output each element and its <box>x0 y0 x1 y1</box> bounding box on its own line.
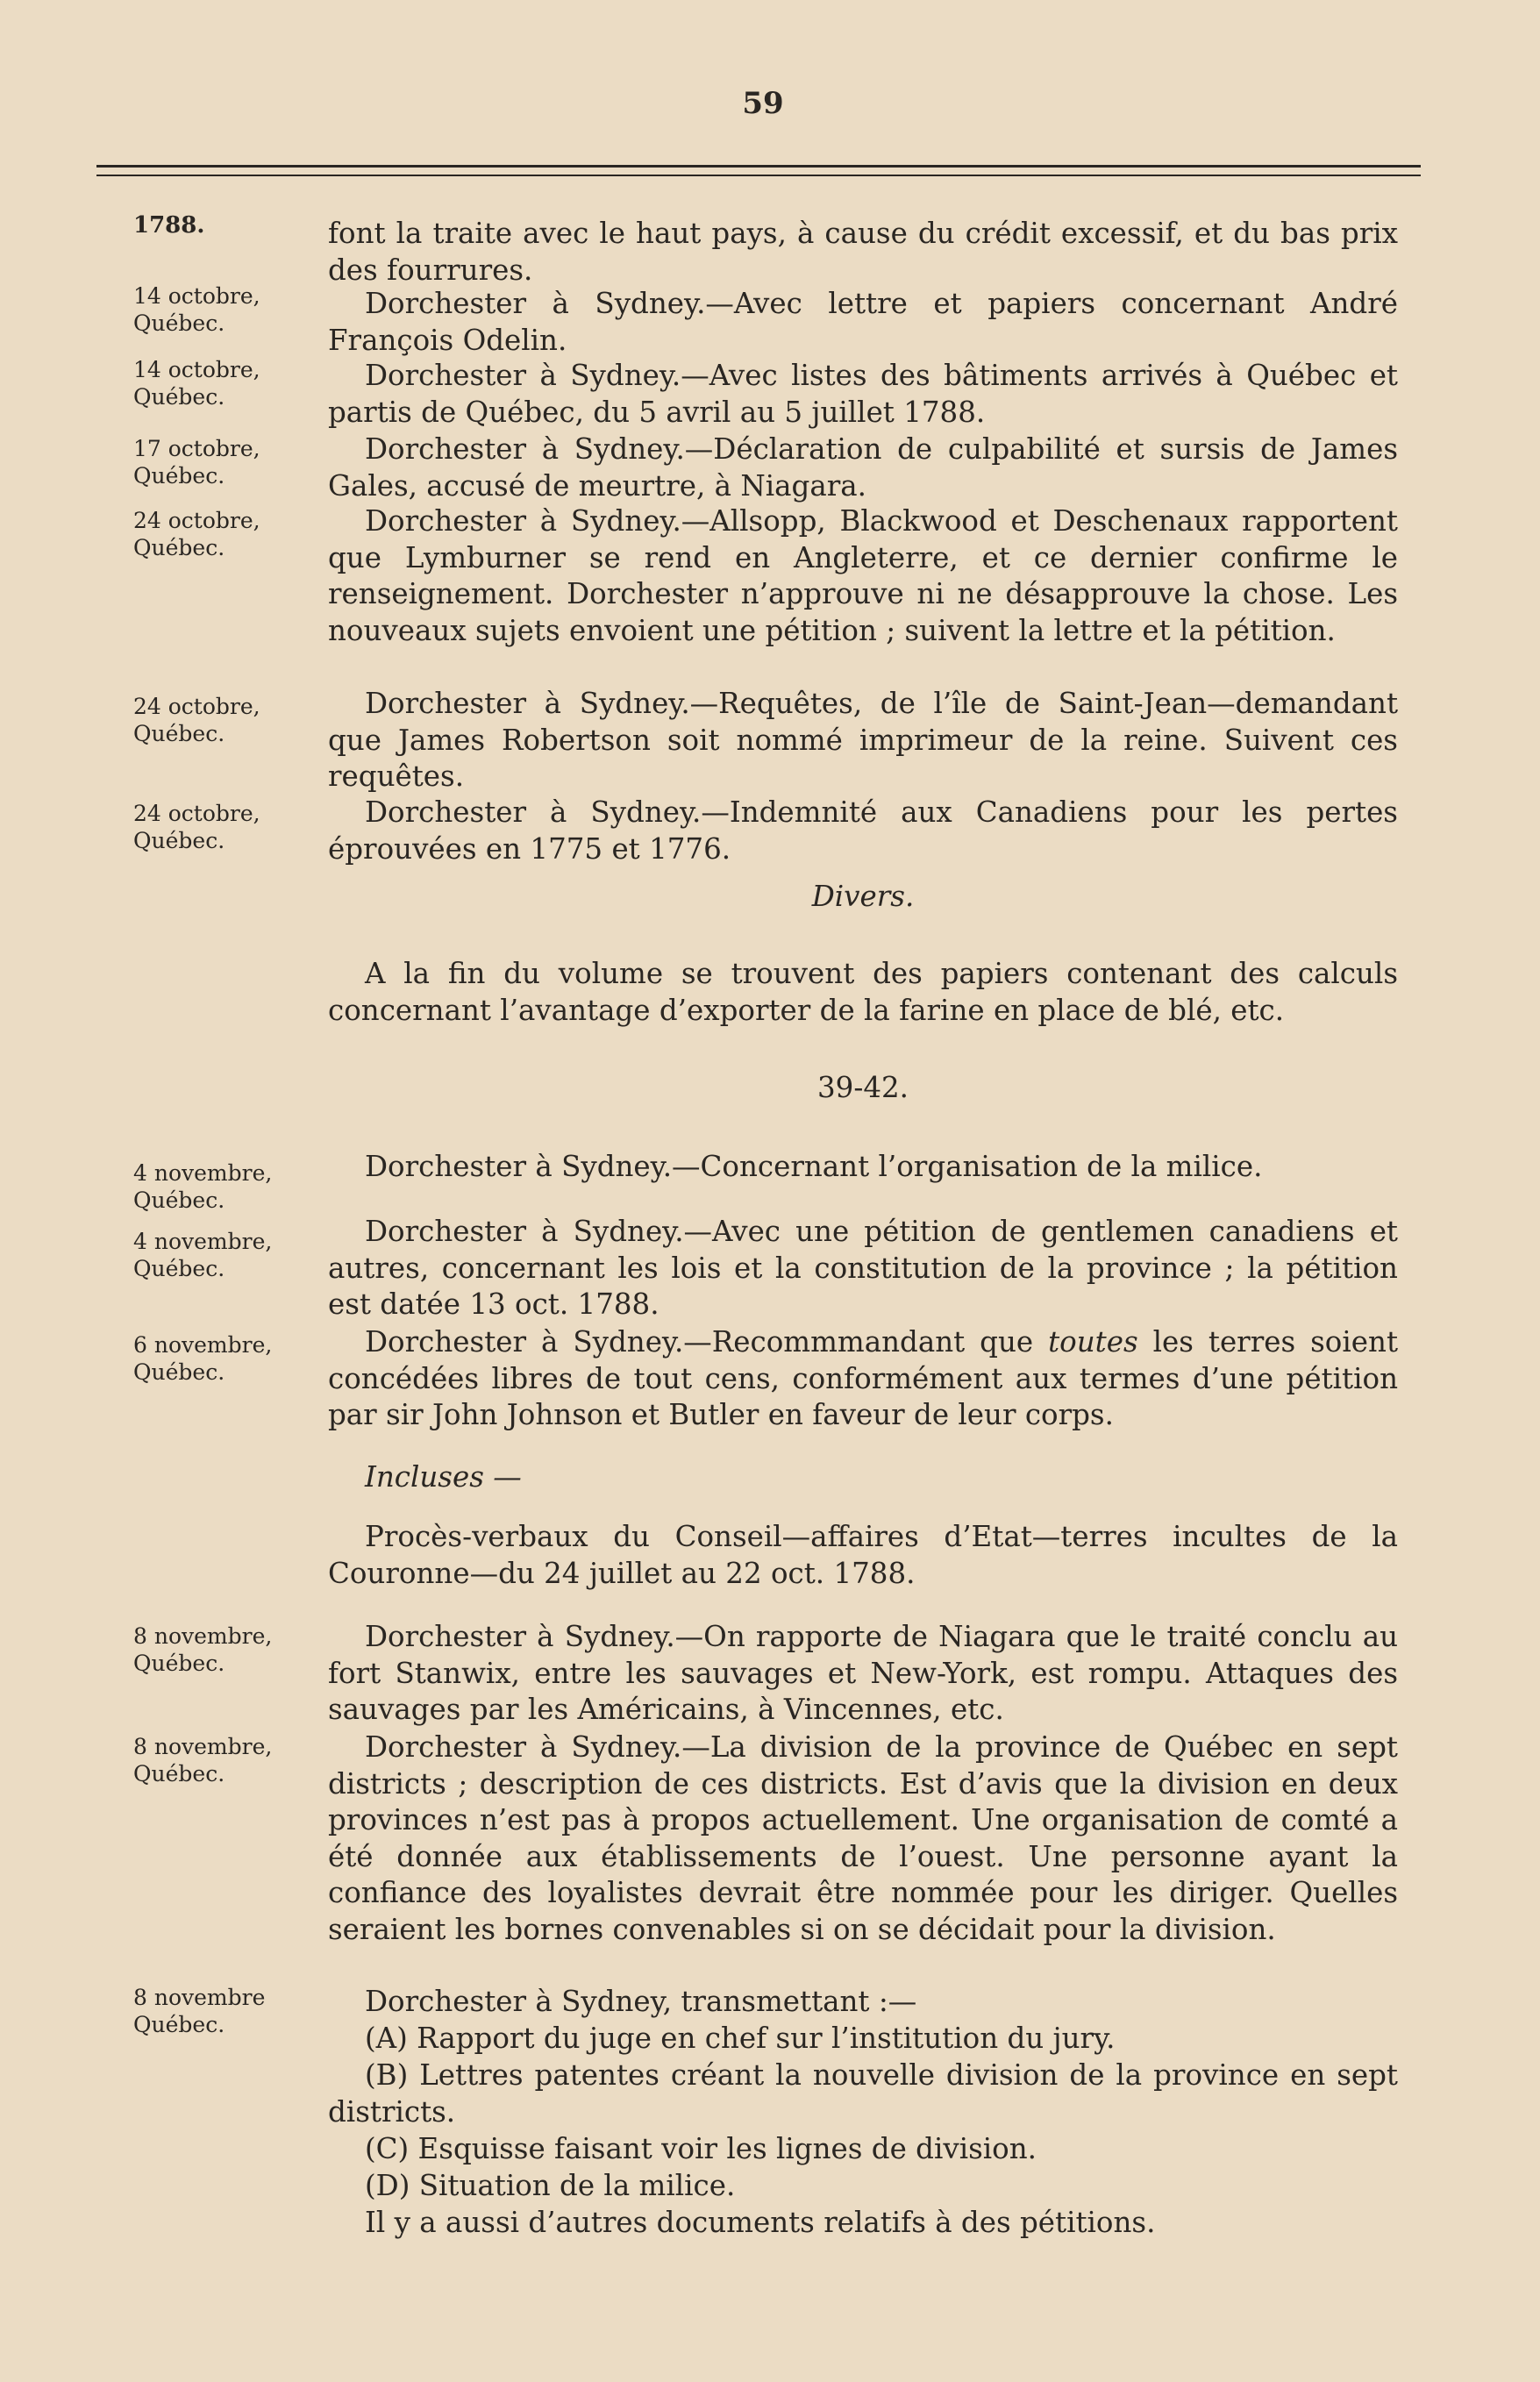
header-rule <box>96 165 1421 168</box>
margin-date: 17 octobre, Québec. <box>133 436 260 489</box>
margin-date: 8 novembre Québec. <box>133 1985 266 2037</box>
entry-text: Dorchester à Sydney.—Déclaration de culpabilité et sursis de James Gales, accusé de meurtre, à Niagara. <box>328 432 1398 503</box>
entry-continuation: font la traite avec le haut pays, à cause du crédit excessif, et du bas prix des fourrures. <box>328 217 1398 287</box>
enclosure-item: (B) Lettres patentes créant la nouvelle division de la province en sept districts. <box>328 2058 1398 2129</box>
emphasis-text: toutes <box>1048 1325 1138 1359</box>
header-rule <box>96 175 1421 176</box>
margin-date: 4 novembre, Québec. <box>133 1229 273 1281</box>
margin-date: 6 novembre, Québec. <box>133 1332 273 1385</box>
margin-date: 14 octobre, Québec. <box>133 357 260 410</box>
margin-date: 8 novembre, Québec. <box>133 1623 273 1676</box>
volume-heading: 39-42. <box>816 1071 909 1104</box>
enclosure-item: (C) Esquisse faisant voir les lignes de division. <box>365 2132 1037 2165</box>
enclosure-item: (D) Situation de la milice. <box>365 2169 736 2202</box>
margin-date: 14 octobre, Québec. <box>133 283 260 336</box>
entry-text: Dorchester à Sydney, transmettant :— <box>365 1985 917 2018</box>
margin-year: 1788. <box>133 212 205 239</box>
entry-text: Dorchester à Sydney.—Indemnité aux Canadiens pour les pertes éprouvées en 1775 et 1776. <box>328 795 1398 866</box>
entry-text: Dorchester à Sydney.—Avec listes des bâtiments arrivés à Québec et partis de Québec, du 5 avril au 5 juillet 1788. <box>328 359 1398 429</box>
margin-date: 8 novembre, Québec. <box>133 1734 273 1786</box>
margin-date: 4 novembre, Québec. <box>133 1160 273 1213</box>
entry-text: Dorchester à Sydney.—Allsopp, Blackwood et Deschenaux rapportent que Lymburner se rend en Angleterre, et ce dernier confirme le renseignement. Dorchester n’approuve ni ne désapprouve la chose. Les nouveaux sujets envoient une pétition ; suivent la lettre et la pétition. <box>328 504 1398 647</box>
entry-text: Dorchester à Sydney.—Concernant l’organisation de la milice. <box>365 1150 1263 1183</box>
entry-text: Dorchester à Sydney.—La division de la province de Québec en sept districts ; description de ces districts. Est d’avis que la division en deux provinces n’est pas à propos actuellement. Une organisation de comté a été donnée aux établissements de l’ouest. Une personne ayant la confiance des loyalistes devrait être nommée pour les diriger. Quelles seraient les bornes convenables si on se décidait pour la division. <box>328 1730 1398 1946</box>
proces-verbaux-text: Procès-verbaux du Conseil—affaires d’Etat—terres incultes de la Couronne—du 24 juillet au 22 oct. 1788. <box>328 1520 1398 1590</box>
page-number: 59 <box>742 86 784 121</box>
divers-text: A la fin du volume se trouvent des papiers contenant des calculs concernant l’avantage d’exporter de la farine en place de blé, etc. <box>328 957 1398 1027</box>
section-heading-divers: Divers. <box>811 880 915 913</box>
incluses-heading: Incluses — <box>365 1460 522 1494</box>
closing-note: Il y a aussi d’autres documents relatifs à des pétitions. <box>365 2206 1156 2239</box>
enclosure-item: (A) Rapport du juge en chef sur l’institution du jury. <box>365 2022 1116 2055</box>
entry-text <box>328 1324 1398 1434</box>
margin-date: 24 octobre, Québec. <box>133 508 260 560</box>
entry-text: Dorchester à Sydney.—Requêtes, de l’île de Saint-Jean—demandant que James Robertson soit nommé imprimeur de la reine. Suivent ces requêtes. <box>328 687 1398 793</box>
entry-text: Dorchester à Sydney.—Avec une pétition de gentlemen canadiens et autres, concernant les lois et la constitution de la province ; la pétition est datée 13 oct. 1788. <box>328 1215 1398 1321</box>
entry-text-part: Dorchester à Sydney.—Recommmandant que <box>365 1325 1049 1359</box>
margin-date: 24 octobre, Québec. <box>133 801 260 853</box>
margin-date: 24 octobre, Québec. <box>133 694 260 746</box>
entry-text-part: les terres soient concédées libres de tout cens, conformément aux termes d’une pétition par sir John Johnson et Butler en faveur de leur corps. <box>328 1325 1398 1431</box>
entry-text: Dorchester à Sydney.—Avec lettre et papiers concernant André François Odelin. <box>328 287 1398 357</box>
entry-text: Dorchester à Sydney.—On rapporte de Niagara que le traité conclu au fort Stanwix, entre les sauvages et New-York, est rompu. Attaques des sauvages par les Américains, à Vincennes, etc. <box>328 1620 1398 1726</box>
